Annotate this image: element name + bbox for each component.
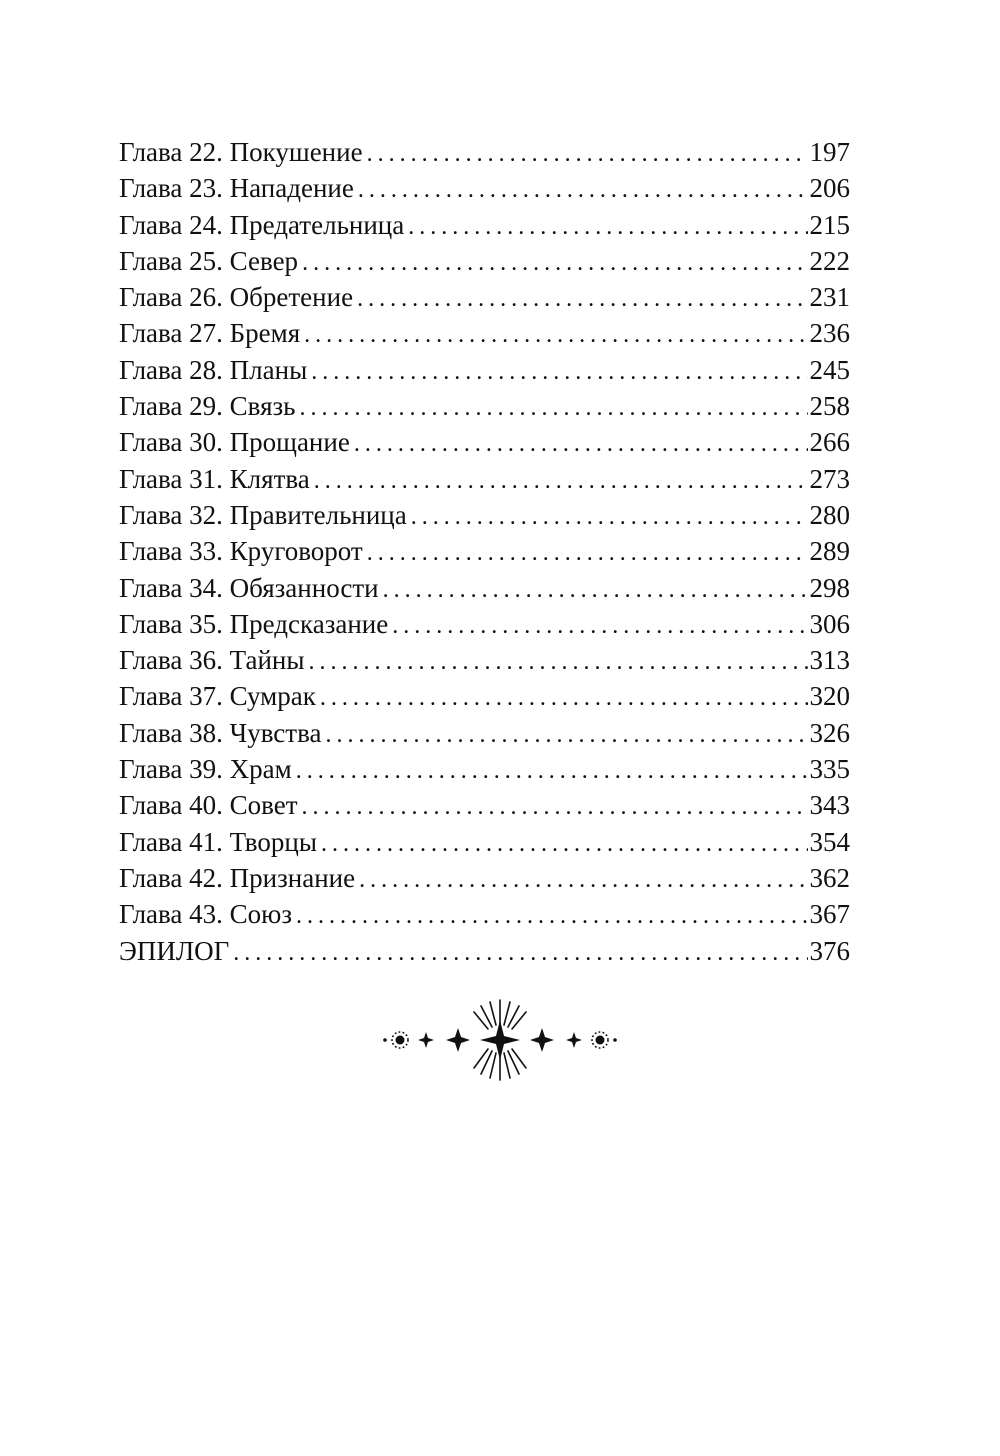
dot-leader — [304, 317, 807, 353]
dot-leader — [302, 789, 808, 825]
dot-leader — [325, 717, 807, 753]
toc-entry-page: 258 — [809, 391, 850, 422]
dot-leader — [411, 499, 808, 535]
toc-entry-title: Глава 29. Связь — [119, 391, 296, 422]
toc-entry-title: Глава 34. Обязанности — [119, 572, 379, 603]
toc-entry-title: Глава 26. Обретение — [119, 282, 354, 313]
toc-entry[interactable] — [119, 787, 850, 823]
dot-leader — [383, 572, 808, 608]
toc-entry[interactable] — [119, 279, 850, 315]
toc-entry-page: 273 — [809, 463, 850, 494]
toc-entry[interactable] — [119, 678, 850, 714]
toc-entry[interactable] — [119, 207, 850, 243]
dot-leader — [302, 245, 807, 281]
dot-leader — [296, 898, 807, 934]
toc-entry-page: 197 — [809, 137, 850, 167]
toc-entry-page: 306 — [809, 608, 850, 639]
toc-entry[interactable] — [119, 424, 850, 460]
toc-entry-title: Глава 36. Тайны — [119, 645, 305, 676]
toc-entry[interactable] — [119, 642, 850, 678]
dot-leader — [309, 644, 808, 680]
toc-entry[interactable] — [119, 134, 850, 170]
toc-entry-title: ЭПИЛОГ — [119, 935, 230, 966]
toc-entry-epilogue[interactable] — [119, 933, 850, 969]
dot-leader — [311, 354, 807, 390]
toc-entry-title: Глава 37. Сумрак — [119, 681, 316, 712]
toc-entry-page: 313 — [809, 645, 850, 676]
toc-entry-title: Глава 24. Предательница — [119, 209, 405, 240]
table-of-contents — [119, 134, 850, 969]
toc-entry[interactable] — [119, 896, 850, 932]
toc-entry[interactable] — [119, 461, 850, 497]
toc-entry-page: 367 — [809, 899, 850, 930]
toc-entry-page: 222 — [809, 245, 850, 276]
toc-entry-title: Глава 22. Покушение — [119, 137, 363, 167]
toc-entry-title: Глава 30. Прощание — [119, 427, 350, 458]
toc-entry-page: 343 — [809, 790, 850, 821]
toc-entry[interactable] — [119, 860, 850, 896]
toc-entry-page: 320 — [809, 681, 850, 712]
toc-entry[interactable] — [119, 606, 850, 642]
toc-entry-page: 266 — [809, 427, 850, 458]
toc-entry-page: 335 — [809, 754, 850, 785]
toc-entry-page: 354 — [809, 826, 850, 857]
toc-entry-page: 280 — [809, 499, 850, 530]
toc-entry[interactable] — [119, 751, 850, 787]
toc-entry-title: Глава 33. Круговорот — [119, 536, 363, 567]
toc-entry[interactable] — [119, 388, 850, 424]
star-burst-ornament-icon — [380, 994, 620, 1090]
toc-entry[interactable] — [119, 170, 850, 206]
toc-entry[interactable] — [119, 715, 850, 751]
toc-entry[interactable] — [119, 570, 850, 606]
toc-entry[interactable] — [119, 824, 850, 860]
dot-leader — [320, 680, 808, 716]
toc-entry[interactable] — [119, 352, 850, 388]
toc-entry[interactable] — [119, 533, 850, 569]
toc-entry-title: Глава 35. Предсказание — [119, 608, 389, 639]
toc-entry-page: 326 — [809, 717, 850, 748]
toc-entry-title: Глава 39. Храм — [119, 754, 292, 785]
toc-entry-page: 206 — [809, 173, 850, 204]
dot-leader — [358, 172, 808, 208]
toc-entry-title: Глава 32. Правительница — [119, 499, 407, 530]
dot-leader — [408, 209, 807, 245]
toc-entry-page: 289 — [809, 536, 850, 567]
dot-leader — [354, 426, 808, 462]
dot-leader — [392, 608, 807, 644]
toc-entry-title: Глава 27. Бремя — [119, 318, 301, 349]
toc-entry-page: 298 — [809, 572, 850, 603]
toc-entry-page: 362 — [809, 862, 850, 893]
toc-entry[interactable] — [119, 243, 850, 279]
toc-entry-title: Глава 23. Нападение — [119, 173, 354, 204]
dot-leader — [314, 463, 808, 499]
toc-entry-title: Глава 28. Планы — [119, 354, 308, 385]
toc-entry-title: Глава 38. Чувства — [119, 717, 322, 748]
toc-entry-title: Глава 25. Север — [119, 245, 299, 276]
toc-entry-page: 245 — [809, 354, 850, 385]
dot-leader — [367, 535, 808, 571]
dot-leader — [357, 281, 807, 317]
toc-entry-title: Глава 41. Творцы — [119, 826, 317, 857]
toc-entry[interactable] — [119, 315, 850, 351]
dot-leader — [321, 826, 808, 862]
dot-leader — [233, 935, 807, 971]
toc-entry-page: 215 — [809, 209, 850, 240]
toc-entry[interactable] — [119, 497, 850, 533]
dot-leader — [296, 753, 808, 789]
dot-leader — [359, 862, 807, 898]
toc-entry-page: 231 — [809, 282, 850, 313]
toc-entry-page: 376 — [809, 935, 850, 966]
toc-entry-title: Глава 42. Признание — [119, 862, 356, 893]
toc-entry-title: Глава 43. Союз — [119, 899, 293, 930]
toc-entry-page: 236 — [809, 318, 850, 349]
dot-leader — [299, 390, 807, 426]
toc-entry-title: Глава 31. Клятва — [119, 463, 310, 494]
toc-entry-title: Глава 40. Совет — [119, 790, 298, 821]
dot-leader — [367, 136, 808, 172]
